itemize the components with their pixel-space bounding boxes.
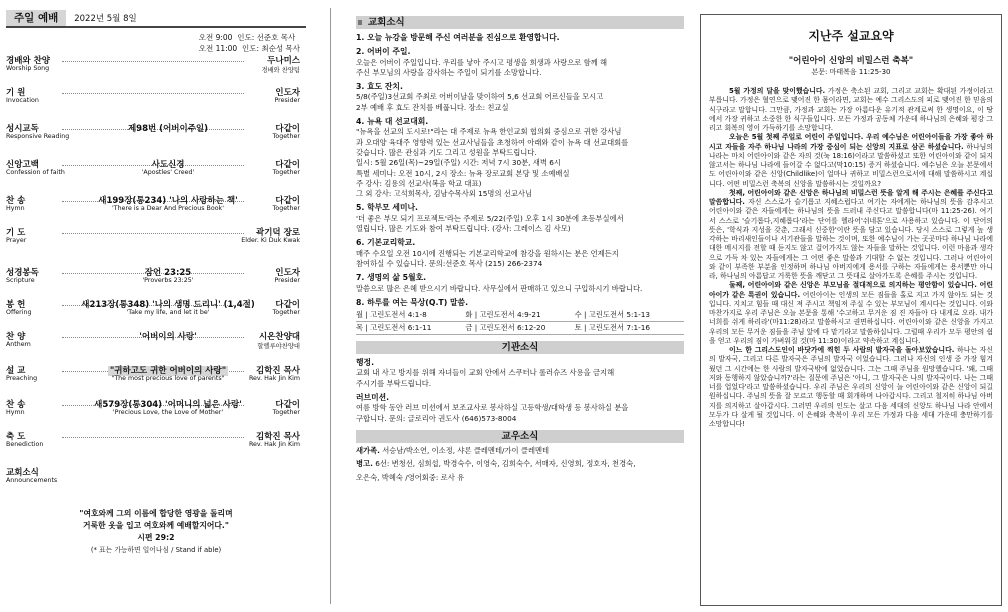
item-person-en: Together — [272, 205, 300, 212]
item-person-ko: 곽기덕 장로 — [255, 228, 300, 238]
item-person-en: Presider — [274, 97, 300, 104]
item-detail-en: 'There is a Dear And Precious Book' — [112, 205, 224, 212]
announcement-line: 주신 부모님의 사랑을 감사하는 주일이 되기를 소망합니다. — [356, 67, 542, 77]
dotted-leader — [62, 61, 244, 62]
summary-lead: 둘째, 어린아이와 같은 신앙은 부모님을 절대적으로 의지하는 평안함이 있습니다. 어린아이가 같은 특권이 있습니다. — [709, 281, 993, 299]
announcement-title: 러브미션. — [356, 393, 390, 403]
guests-header-label: 교우소식 — [501, 430, 539, 442]
summary-title: 지난주 설교요약 — [808, 29, 894, 43]
announcement-title: 4. 뉴욕 대 선교대회. — [356, 117, 429, 127]
summary-text: 하나는 자신의 발자국, 그리고 다른 발자국은 주님의 발자국 이었습니다. 그러나 자신의 인생 중 가장 힘겨웠던 그 시간에는 한 사람의 발자국밖에 없었습니다. 그는 그때 주님을 원망했습니다. '왜, 그때 저와 동행하지 않았습니까?'라는 질문에 주님은 '아니, 그 발자국은 나의 발자국이다. 나는 그때 너를 업었다'라고 말씀하셨습니다. 우리 주님은 우리의 신앙이 늘 어린아이와 같은 신앙이 되길 원하십니다. 주님의 뜻을 잘 모르고 행동할 때 회개하며 나아갑시다. 그리고 철저히 하나님 아버지를 의지하고 살아갑시다. 그러면 우리의 인도는 살고 다음 세대의 신앙도 하나님 나라 안에서 모두가 다 살게 될 것입니다. 이 은혜와 축복이 우리 모든 가정과 다음 세대 가운데 충만하기를 소망합니다! — [709, 346, 993, 428]
item-person-ko: 다같이 — [275, 124, 300, 134]
quote-line: "여호와께 그의 이름에 합당한 영광을 돌리며 — [79, 509, 233, 518]
announcement-line: 5/8(주일)3선교회 주최로 어버이날을 맞이하여 5,6 선교회 어르신들을 모시고 — [356, 92, 604, 102]
guest-list — [356, 446, 684, 483]
item-detail-text: 새199장(통234) '나의 사랑하는 책' — [98, 196, 238, 206]
worship-item — [6, 364, 306, 396]
item-person-en: 할렐루야찬양대 — [257, 343, 300, 350]
guest-text: 6선: 변청선, 심희섭, 박경숙수, 이영숙, 김희숙수, 서매자, 신영희, 정호자, 천경숙, — [372, 459, 636, 469]
announcement-line: 여름 방학 동안 러브 미션에서 보조교사로 봉사하실 고등학생/대학생 등 봉사하실 분을 — [356, 403, 629, 413]
guest-line — [356, 446, 684, 456]
item-detail-en: 'Apostles' Creed' — [141, 169, 195, 176]
qt-schedule — [356, 309, 684, 335]
item-name-en: Anthem — [6, 341, 31, 348]
item-detail-en: "The most precious love of parents" — [111, 375, 225, 382]
summary-subtitle: "어린아이 신앙의 비밀스런 축복" — [788, 56, 914, 66]
item-person-en: Together — [272, 409, 300, 416]
item-person-en: Rev. Hak Jin Kim — [248, 441, 300, 448]
summary-text: 하나님의 나라는 마치 어린아이와 같은 자의 것(눅 18:16)이라고 말씀하셨고 또한 어린아이와 같이 되지 않고서는 하나님 나라에 들어갈 수 없다고(막10:15) 증거 하셨습니다. 예수님은 오늘 본문에서도 어린아이와 같은 신앙(Childlike)이 얼마나 귀하고 비밀스런으로서에 대해 말씀하시고 계십니다. 어떤 비밀스런 축복의 신앙을 말씀하시는 것일까요? — [709, 142, 993, 188]
item-name-ko: 찬 양 — [6, 332, 26, 342]
announcement-line: 교회 내 사고 방지를 위해 자녀들이 교회 안에서 스쿠터나 롤러슈즈 사용을 금지해 — [356, 368, 615, 378]
item-name-en: Worship Song — [6, 65, 50, 72]
item-name-en: Hymn — [6, 409, 25, 416]
item-person-en: Presider — [274, 277, 300, 284]
worship-item — [6, 194, 306, 226]
worship-item — [6, 54, 306, 86]
item-person-ko: 인도자 — [275, 268, 300, 278]
service-time: 오전 11:00 — [198, 44, 238, 53]
worship-header — [6, 10, 306, 28]
announcement-title: 2. 어버이 주일. — [356, 47, 411, 57]
summary-lead: 첫째, 어린아이와 같은 신앙은 하나님의 비밀스런 뜻을 알게 해 주시는 은혜를 주신다고 말씀합니다. — [709, 188, 993, 206]
item-name-en: Confession of faith — [6, 169, 65, 176]
worship-item — [6, 266, 306, 298]
item-detail-text: '어버이의 사랑' — [139, 332, 197, 342]
item-name-ko: 설 교 — [6, 366, 26, 376]
announcement-line: 매주 수요일 오전 10시에 진행되는 기본교리학교에 참강을 원하시는 분은 언제든지 — [356, 248, 619, 258]
announcement-title: 3. 효도 잔치. — [356, 82, 403, 92]
item-name-en: Announcements — [6, 477, 58, 484]
item-name-ko: 교회소식 — [6, 468, 39, 478]
item-name-ko: 찬 송 — [6, 196, 26, 206]
announcement-line: 주시기를 부탁드립니다. — [356, 378, 432, 388]
qt-cell: 토 | 고린도전서 7:1-16 — [574, 322, 651, 332]
item-person-ko: 시온찬양대 — [258, 332, 300, 342]
item-detail-en: 'Precious Love, the Love of Mother' — [112, 409, 224, 416]
worship-title: 주일 예배 — [6, 10, 66, 26]
item-detail-text: 새213장(통348) '나의 생명 드리니' (1,4절) — [81, 300, 255, 310]
guest-line — [356, 473, 684, 483]
worship-item — [6, 226, 306, 258]
announcement-title: 행정. — [356, 358, 375, 368]
worship-item — [6, 466, 306, 498]
summary-paragraph — [709, 281, 993, 346]
item-person-en: Together — [272, 169, 300, 176]
announcements-column — [356, 16, 684, 606]
item-person-ko: 다같이 — [275, 196, 300, 206]
announcement-line: 과 오대양 육대주 영향력 있는 선교사님들을 초청하여 아래와 같이 뉴욕 대 선교대회를 — [356, 137, 629, 147]
summary-lead: 5월 가정의 달을 맞이했습니다. — [729, 87, 826, 95]
announcement-line: 일시: 5월 26일(목)~29일(주일) 시간: 저녁 7시 30분, 새벽 6시 — [356, 158, 561, 168]
summary-paragraph — [709, 133, 993, 189]
service-time: 오전 9:00 — [198, 33, 233, 42]
item-detail-text: 사도신경 — [151, 160, 185, 170]
news-header — [356, 16, 684, 29]
item-person-en: Together — [272, 309, 300, 316]
worship-item — [6, 122, 306, 154]
order-of-worship — [6, 10, 306, 606]
announcement-title: 8. 하루를 여는 묵상(Q.T) 말씀. — [356, 297, 469, 307]
announcement-line: 특별 세미나: 오전 10시, 2시 장소: 뉴욕 장로교회 본당 및 소예배실 — [356, 168, 570, 178]
item-name-ko: 성경봉독 — [6, 268, 39, 278]
summary-lead: 오늘은 5월 첫째 주일로 어린이 주일입니다. 우리 예수님은 어린아이들을 가장 좋아 하시고 자들을 자주 하나님 나라의 가장 중심이 되는 신앙의 지표로 삼곤 하셨습니다. — [709, 133, 993, 151]
bullet-mark — [358, 20, 362, 25]
quote-reference: 시편 29:2 — [137, 533, 175, 542]
item-person-en: 경배와 찬양팀 — [261, 67, 300, 74]
summary-body — [709, 87, 993, 429]
item-detail-en: 'Take my life, and let it be' — [126, 309, 210, 316]
item-name-en: Invocation — [6, 97, 39, 104]
announcement-line: 갖습니다. 많은 관심과 기도 그리고 성원을 부탁드립니다. — [356, 147, 537, 157]
announcement-line: 그 외 강사: 고석희목사, 김남수목사외 15명의 선교사님 — [356, 189, 533, 199]
item-person-ko: 김학진 목사 — [255, 366, 300, 376]
qt-cell: 금 | 고린도전서 6:12-20 — [465, 322, 546, 332]
qt-row — [356, 309, 684, 322]
agency-list — [356, 358, 684, 424]
item-name-ko: 경배와 찬양 — [6, 56, 51, 66]
summary-text: 자신 스스로가 슬기롭고 지혜스럽다고 여기는 자에게는 하나님의 뜻을 감추시고 어린아이와 같은 자들에게는 하나님의 뜻을 드러내 주신다고 말씀합니다(마 11:25-26). 여기서 스스로 '슬기롭다,지혜롭다'라는 단어를 헬라어'쉬네톤'으로 사용하고 있습니다. 이 단어의 뜻은, '학식과 지성을 갖춘, 그래서 신중한'이란 뜻을 담고 있습니다. 당시 스스로 그렇게 높 생각하는 바리새인들이나 서기관들을 말하는 것이며, 또한 예수님이 가는 곳곳마다 하나님 나라에 대한 메시지를 전할 때 듣지도 않고 걸어가지도 않는 자들을 말하는 것입니다. 이런 마음과 생각으로 가득 차 있는 자들에게는 그 어떤 좋은 말씀과 기대할 수 없는 것입니다. 그러나 어린아이와 같이 부족한 부분을 인정하며 하나님 아버지에게 용서를 구하는 자들에게는 용서뿐만 아니라, 하나님의 아름답고 거룩한 뜻을 깨닫고 그 뜻대로 살아가도록 은혜를 주시는 것입니다. — [709, 198, 993, 280]
item-name-en: Scripture — [6, 277, 35, 284]
summary-paragraph — [709, 189, 993, 282]
guest-line — [356, 459, 684, 469]
worship-item — [6, 86, 306, 118]
agency-header — [356, 341, 684, 354]
item-person-ko: 다같이 — [275, 160, 300, 170]
worship-item — [6, 298, 306, 330]
item-name-en: Prayer — [6, 237, 27, 244]
item-person-en: Together — [272, 133, 300, 140]
news-list — [356, 33, 684, 308]
guest-label: 새가족. — [356, 445, 380, 455]
sermon-summary — [700, 14, 1002, 606]
summary-paragraph — [709, 87, 993, 133]
item-person-ko: 인도자 — [275, 88, 300, 98]
item-detail-text: 제98번 (어버이주일) — [127, 124, 209, 134]
service-leader: 인도: 선준호 목사 — [237, 33, 296, 42]
scripture-quote — [6, 508, 306, 556]
announcement-line: 참여하실 수 있습니다. 문의:선준호 목사 (215) 266-2374 — [356, 258, 543, 268]
item-name-en: Responsive Reading — [6, 133, 70, 140]
dotted-leader — [62, 93, 244, 94]
dotted-leader — [62, 437, 244, 438]
worship-item — [6, 430, 306, 462]
item-detail-text: 새579장(통304) '어머니의 넓은 사랑' — [94, 400, 242, 410]
announcement-line: 주 강사: 김용의 선교사(복음 학교 대표) — [356, 178, 482, 188]
announcement-line: 오늘은 어버이 주일입니다. 우리를 낳아 주시고 평생을 희생과 사랑으로 함께 해 — [356, 57, 608, 67]
announcement-line: "뉴욕을 선교의 도시로!"라는 대 주제로 뉴욕 한인교회 협의회 중심으로 귀한 강사님 — [356, 127, 622, 137]
item-name-ko: 기 원 — [6, 88, 26, 98]
item-person-ko: 두나미스 — [267, 56, 300, 66]
summary-paragraph — [709, 346, 993, 429]
worship-item — [6, 158, 306, 190]
item-name-ko: 기 도 — [6, 228, 26, 238]
news-header-label: 교회소식 — [368, 17, 405, 28]
qt-row — [356, 322, 684, 335]
qt-cell: 목 | 고린도전서 6:1-11 — [356, 322, 432, 332]
item-detail-ko — [6, 122, 306, 134]
announcement-line: 구합니다. 문의: 글로리아 권도사 (646)573-8004 — [356, 413, 517, 423]
guest-text: 오은숙, 박혜숙 /영어회중: 로사 유 — [356, 472, 465, 482]
announcement-title: 7. 생명의 삶 5월호. — [356, 273, 427, 283]
announcement-title: 6. 기본교리학교. — [356, 238, 416, 248]
item-person-ko: 다같이 — [275, 300, 300, 310]
item-detail-text: 잠언 23:25 — [144, 268, 192, 278]
worship-date: 2022년 5월 8일 — [74, 14, 137, 24]
item-name-ko: 신앙고백 — [6, 160, 39, 170]
item-person-en: Rev. Hak Jin Kim — [248, 375, 300, 382]
guests-header — [356, 430, 684, 443]
item-name-ko: 성시교독 — [6, 124, 39, 134]
item-name-ko: 찬 송 — [6, 400, 26, 410]
qt-cell: 수 | 고린도전서 5:1-13 — [574, 309, 651, 319]
stand-note: (* 표는 가능하면 일어나심 / Stand if able) — [90, 546, 222, 554]
item-detail-en: 'Proverbs 23:25' — [142, 277, 194, 284]
qt-cell: 월 | 고린도전서 4:1-8 — [356, 309, 427, 319]
announcement-line: '더 좋은 부모 되기 프로젝트'라는 주제로 5/22(주일) 오후 1시 30분에 초등부실에서 — [356, 213, 624, 223]
worship-item — [6, 330, 306, 362]
summary-text: 가정은 축소된 교회, 그리고 교회는 확대된 가정이라고 부릅니다. 가정은 혈연으로 맺어진 한 몸이라면, 교회는 예수 그리스도의 피로 맺어진 한 믿음의 식구라고 말합니다. 그만큼, 가정과 교회는 가장 아름다운 유기적 관계로써 한 생명이요, 이 땅에서 가장 귀하고 소중한 한 식구들입니다. 모든 가정과 공동체 가운데 하나님의 은혜와 평강 그리고 회복의 영이 가득하기를 소망합니다. — [709, 87, 993, 132]
summary-text: 어린아이는 인생의 모든 짐들을 홀로 지고 가지 않아도 되는 것입니다. 지치고 힘들 때 대신 져 주시고 책임져 주실 수 있는 부모님이 계시다는 것입니다. 이와 마찬가지로 우리 주님은 오늘 본문을 통해 '수고하고 무거운 짐 진 자들아 다 내게로 오라. 내가 너희를 쉬게 하리라'(마11:28)라고 말씀하시고 권면하십니다. 어린아이와 같은 신앙을 가지고 우리의 모든 무거운 짐들을 주님 앞에 다 맡기라고 말씀하십니다. 그럴때 우리가 모두 평안의 쉼을 얻고 우리의 짐이 가벼워질 것(마 11:30)이라고 약속하고 계십니다. — [709, 290, 993, 345]
agency-header-label: 기관소식 — [501, 342, 539, 354]
announcement-line: 말씀으로 많은 은혜 받으시기 바랍니다. 사무실에서 판매하고 있으니 구입하시기 바랍니다. — [356, 283, 643, 293]
item-person-en: Elder. Ki Duk Kwak — [241, 237, 300, 244]
column-divider — [330, 8, 331, 604]
item-name-ko: 축 도 — [6, 432, 26, 442]
quote-line: 거룩한 옷을 입고 여호와께 예배할지어다." — [83, 521, 229, 530]
announcement-title: 5. 학부모 세미나. — [356, 203, 418, 213]
item-person-ko: 다같이 — [275, 400, 300, 410]
guest-label: 병고. — [356, 459, 373, 469]
dotted-leader — [62, 233, 244, 234]
worship-item — [6, 398, 306, 430]
summary-lead: 이느 한 그리스도인이 바닷가에 찍힌 두 사람의 발자국을 돌아보았습니다. — [729, 346, 955, 354]
announcement-line: 열립니다. 많은 기도와 참여 부탁드립니다. (강사: 그레이스 김 사모) — [356, 224, 571, 234]
item-detail-text: "귀하고도 귀한 어버이의 사랑" — [109, 366, 227, 376]
announcement-title: 1. 오늘 뉴강을 방문해 주신 여러분을 진심으로 환영합니다. — [356, 33, 560, 42]
item-name-en: Preaching — [6, 375, 38, 382]
service-times — [199, 32, 300, 54]
item-name-en: Benediction — [6, 441, 44, 448]
item-name-en: Hymn — [6, 205, 25, 212]
summary-reference: 본문: 마태복음 11:25-30 — [811, 68, 891, 76]
item-name-en: Offering — [6, 309, 32, 316]
item-person-ko: 김학진 목사 — [255, 432, 300, 442]
guest-text: 서승남/박소연, 이소정, 샤론 클레멘테/가이 클레멘테 — [379, 445, 550, 455]
service-leader: 인도: 최순성 목사 — [241, 44, 300, 53]
qt-cell: 화 | 고린도전서 4:9-21 — [465, 309, 541, 319]
item-name-ko: 봉 헌 — [6, 300, 26, 310]
announcement-line: 2부 예배 후 효도 잔치를 베풉니다. 장소: 친교실 — [356, 102, 509, 112]
